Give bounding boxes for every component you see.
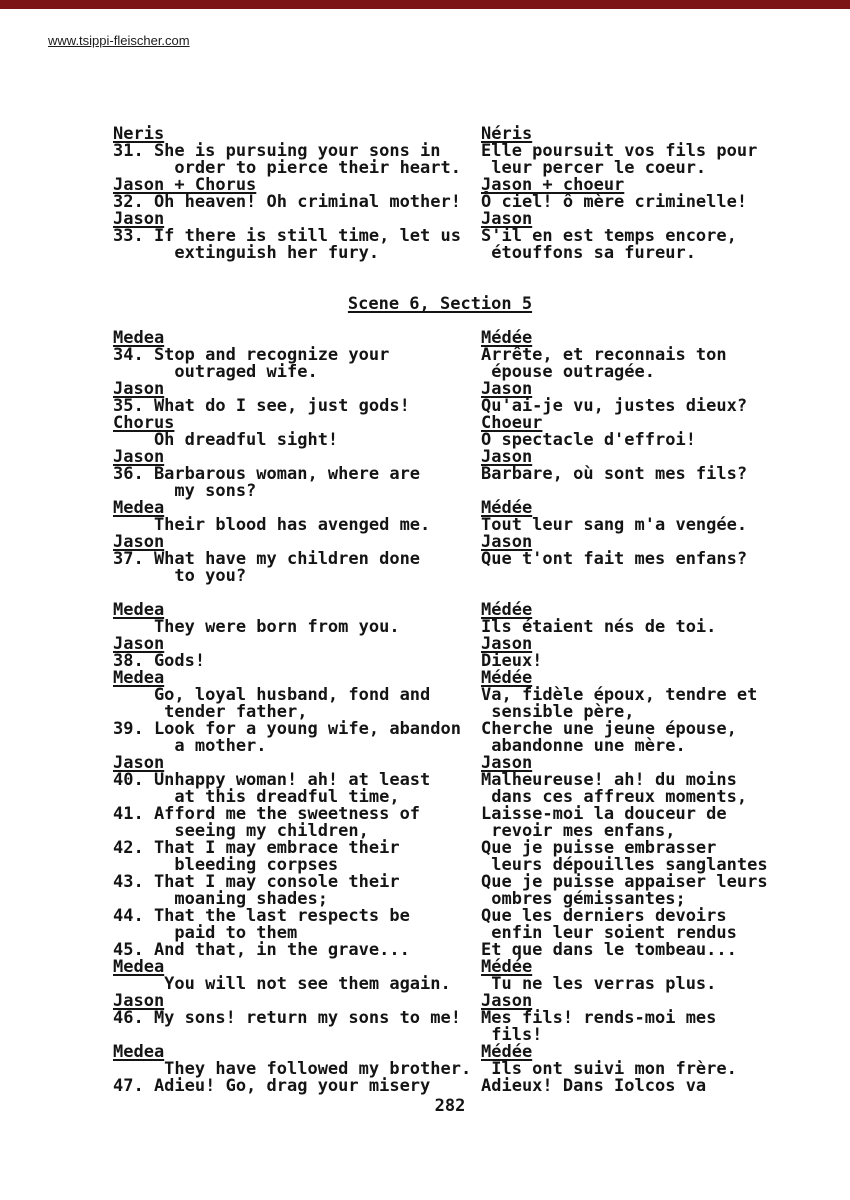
speaker-name: Jason [481,209,533,229]
dialogue-line: 37. What have my children done [113,549,421,569]
dialogue-line: paid to them [113,923,298,943]
english-column [113,177,481,211]
site-url-link[interactable]: www.tsippi-fleischer.com [48,33,190,48]
speaker-name: Médée [481,668,533,688]
dialogue-section-top [0,126,850,262]
dialogue-block [0,602,850,636]
dialogue-line: 32. Oh heaven! Oh criminal mother! [113,192,461,212]
french-column [481,449,850,500]
dialogue-line: Adieux! Dans Iolcos va [481,1076,707,1096]
dialogue-line: Go, loyal husband, fond and [113,685,431,705]
french-column [481,381,850,415]
french-column [481,330,850,381]
dialogue-line: 42. That I may embrace their [113,838,400,858]
dialogue-line: Que les derniers devoirs [481,906,727,926]
dialogue-line: S'il en est temps encore, [481,226,737,246]
dialogue-line: They have followed my brother. [113,1059,472,1079]
french-column [481,755,850,959]
speaker-name: Medea [113,1042,165,1062]
french-column [481,993,850,1044]
dialogue-line: Que je puisse appaiser leurs [481,872,768,892]
english-column [113,381,481,415]
dialogue-line: 33. If there is still time, let us [113,226,461,246]
english-column [113,1044,481,1095]
dialogue-line: fils! [481,1025,543,1045]
dialogue-line: sensible père, [481,702,635,722]
dialogue-line: dans ces affreux moments, [481,787,748,807]
top-accent-bar [0,0,850,9]
speaker-name: Neris [113,124,165,144]
french-column [481,126,850,177]
dialogue-block [0,211,850,262]
english-column [113,449,481,500]
english-column [113,602,481,636]
dialogue-line: Arrête, et reconnais ton [481,345,727,365]
dialogue-line: 41. Afford me the sweetness of [113,804,421,824]
speaker-name: Jason [481,447,533,467]
dialogue-line: Mes fils! rends-moi mes [481,1008,717,1028]
dialogue-line: 47. Adieu! Go, drag your misery [113,1076,431,1096]
dialogue-line: 46. My sons! return my sons to me! [113,1008,461,1028]
dialogue-line: at this dreadful time, [113,787,400,807]
dialogue-line: Barbare, où sont mes fils? [481,464,748,484]
dialogue-block [0,449,850,500]
speaker-name: Jason [481,634,533,654]
speaker-name: Jason [113,634,165,654]
dialogue-line: my sons? [113,481,257,501]
dialogue-line: Dieux! [481,651,543,671]
document-page [0,126,850,1115]
dialogue-line: 38. Gods! [113,651,206,671]
french-column [481,959,850,993]
speaker-name: Medea [113,498,165,518]
dialogue-line: 39. Look for a young wife, abandon [113,719,461,739]
speaker-name: Jason [113,991,165,1011]
dialogue-section-main [0,330,850,1095]
speaker-name: Jason [113,447,165,467]
dialogue-block [0,415,850,449]
dialogue-line: Qu'ai-je vu, justes dieux? [481,396,748,416]
scene-section-heading-text: Scene 6, Section 5 [347,294,533,314]
dialogue-line: Tu ne les verras plus. [481,974,717,994]
speaker-name: Jason [113,209,165,229]
dialogue-block [0,1044,850,1095]
dialogue-line: revoir mes enfans, [481,821,676,841]
dialogue-line: Va, fidèle époux, tendre et [481,685,758,705]
page-number: 282 [434,1096,466,1116]
speaker-name: Médée [481,957,533,977]
english-column [113,959,481,993]
dialogue-block [0,670,850,755]
dialogue-line: Et que dans le tombeau... [481,940,737,960]
speaker-name: Chorus [113,413,175,433]
english-column [113,126,481,177]
dialogue-line: 44. That the last respects be [113,906,410,926]
english-column [113,534,481,602]
dialogue-line: leurs dépouilles sanglantes [481,855,768,875]
dialogue-line: extinguish her fury. [113,243,380,263]
dialogue-line [113,1027,481,1044]
speaker-name: Jason [481,991,533,1011]
dialogue-line: 45. And that, in the grave... [113,940,410,960]
english-column [113,415,481,449]
speaker-name: Médée [481,1042,533,1062]
dialogue-line: Laisse-moi la douceur de [481,804,727,824]
english-column [113,211,481,262]
dialogue-block [0,500,850,534]
dialogue-line: bleeding corpses [113,855,339,875]
dialogue-line: 43. That I may console their [113,872,400,892]
french-column [481,636,850,670]
speaker-name: Médée [481,600,533,620]
dialogue-line: Ils étaient nés de toi. [481,617,717,637]
french-column [481,211,850,262]
speaker-name: Jason + Chorus [113,175,257,195]
dialogue-line: Que t'ont fait mes enfans? [481,549,748,569]
dialogue-line: tender father, [113,702,308,722]
dialogue-line: Ils ont suivi mon frère. [481,1059,737,1079]
dialogue-block [0,636,850,670]
dialogue-block [0,330,850,381]
speaker-name: Jason [113,532,165,552]
dialogue-line: leur percer le coeur. [481,158,707,178]
french-column [481,500,850,534]
speaker-name: Choeur [481,413,543,433]
english-column [113,670,481,755]
dialogue-line: to you? [113,566,247,586]
dialogue-line: Ô ciel! ô mère criminelle! [481,192,748,212]
dialogue-line: Malheureuse! ah! du moins [481,770,737,790]
dialogue-line: Que je puisse embrasser [481,838,717,858]
dialogue-line: a mother. [113,736,267,756]
dialogue-line: outraged wife. [113,362,318,382]
english-column [113,500,481,534]
dialogue-line: Elle poursuit vos fils pour [481,141,758,161]
dialogue-block [0,993,850,1044]
dialogue-line: enfin leur soient rendus [481,923,737,943]
english-column [113,993,481,1044]
scene-section-heading [0,296,850,313]
dialogue-line: Cherche une jeune épouse, [481,719,737,739]
dialogue-line: abandonne une mère. [481,736,686,756]
dialogue-line: seeing my children, [113,821,369,841]
dialogue-line: 34. Stop and recognize your [113,345,390,365]
french-column [481,602,850,636]
french-column [481,534,850,602]
speaker-name: Medea [113,600,165,620]
dialogue-line: moaning shades; [113,889,328,909]
english-column [113,636,481,670]
speaker-name: Jason [481,753,533,773]
dialogue-line: Their blood has avenged me. [113,515,431,535]
french-column [481,177,850,211]
speaker-name: Jason [481,379,533,399]
dialogue-block [0,534,850,602]
dialogue-block [0,177,850,211]
dialogue-block [0,755,850,959]
dialogue-line: 35. What do I see, just gods! [113,396,410,416]
speaker-name: Medea [113,328,165,348]
speaker-name: Medea [113,668,165,688]
speaker-name: Jason + choeur [481,175,625,195]
dialogue-block [0,381,850,415]
speaker-name: Jason [481,532,533,552]
dialogue-line: They were born from you. [113,617,400,637]
speaker-name: Néris [481,124,533,144]
dialogue-block [0,959,850,993]
dialogue-line: étouffons sa fureur. [481,243,696,263]
dialogue-line: 31. She is pursuing your sons in [113,141,441,161]
dialogue-line: You will not see them again. [113,974,451,994]
speaker-name: Jason [113,753,165,773]
dialogue-line [113,585,481,602]
dialogue-line: order to pierce their heart. [113,158,461,178]
speaker-name: Médée [481,328,533,348]
english-column [113,330,481,381]
english-column [113,755,481,959]
dialogue-block [0,126,850,177]
french-column [481,670,850,755]
dialogue-line: épouse outragée. [481,362,655,382]
dialogue-line: Tout leur sang m'a vengée. [481,515,748,535]
french-column [481,1044,850,1095]
speaker-name: Jason [113,379,165,399]
dialogue-line: O spectacle d'effroi! [481,430,696,450]
french-column [481,415,850,449]
speaker-name: Médée [481,498,533,518]
dialogue-line: 36. Barbarous woman, where are [113,464,421,484]
dialogue-line: 40. Unhappy woman! ah! at least [113,770,431,790]
dialogue-line: ombres gémissantes; [481,889,686,909]
speaker-name: Medea [113,957,165,977]
dialogue-line: Oh dreadful sight! [113,430,339,450]
